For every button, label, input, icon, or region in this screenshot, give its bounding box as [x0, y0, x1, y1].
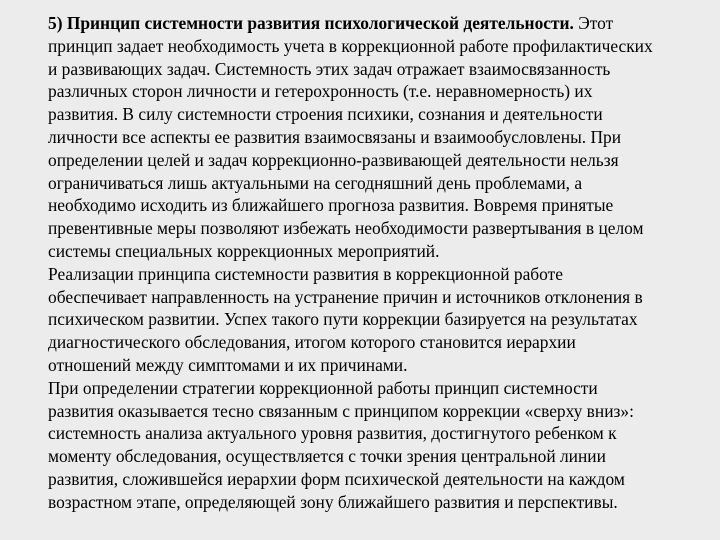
text-line-18: развития оказывается тесно связанным с принципом коррекции «сверху вниз»: — [48, 400, 634, 421]
text-line-9: необходимо исходить из ближайшего прогноза развития. Вовремя принятые — [48, 195, 614, 216]
text-line-10: превентивные меры позволяют избежать необходимости развертывания в целом — [48, 218, 644, 239]
text-line-11: системы специальных коррекционных мероприятий. — [48, 240, 440, 261]
section-heading: 5) Принцип системности развития психологической деятельности. — [48, 13, 574, 33]
text-line-15: диагностического обследования, итогом которого становится иерархии — [48, 332, 576, 353]
text-line-13: обеспечивает направленность на устранение причин и источников отклонения в — [48, 286, 643, 307]
text-line-19: системность анализа актуального уровня развития, достигнутого ребенком к — [48, 423, 617, 444]
text-line-1 — [48, 12, 712, 35]
text-line-6: личности все аспекты ее развития взаимосвязаны и взаимообусловлены. При — [48, 126, 622, 147]
text-line-1-rest: Этот — [573, 13, 614, 33]
text-line-2: принцип задает необходимость учета в коррекционной работе профилактических — [48, 35, 653, 56]
text-line-16: отношений между симптомами и их причинами. — [48, 354, 408, 375]
text-line-3: и развивающих задач. Системность этих задач отражает взаимосвязанность — [48, 58, 611, 79]
document-text — [48, 12, 712, 514]
text-line-22: возрастном этапе, определяющей зону ближайшего развития и перспективы. — [48, 491, 618, 512]
text-line-14: психическом развитии. Успех такого пути коррекции базируется на результатах — [48, 309, 638, 330]
text-line-20: моменту обследования, осуществляется с точки зрения центральной линии — [48, 446, 606, 467]
text-line-17: При определении стратегии коррекционной работы принцип системности — [48, 377, 598, 398]
text-line-4: различных сторон личности и гетерохронность (т.е. неравномерность) их — [48, 81, 593, 102]
text-line-12: Реализации принципа системности развития в коррекционной работе — [48, 263, 563, 284]
text-line-5: развития. В силу системности строения психики, сознания и деятельности — [48, 104, 603, 125]
text-line-7: определении целей и задач коррекционно-развивающей деятельности нельзя — [48, 149, 619, 170]
text-line-21: развития, сложившейся иерархии форм психической деятельности на каждом — [48, 468, 625, 489]
text-line-8: ограничиваться лишь актуальными на сегодняшний день проблемами, а — [48, 172, 583, 193]
